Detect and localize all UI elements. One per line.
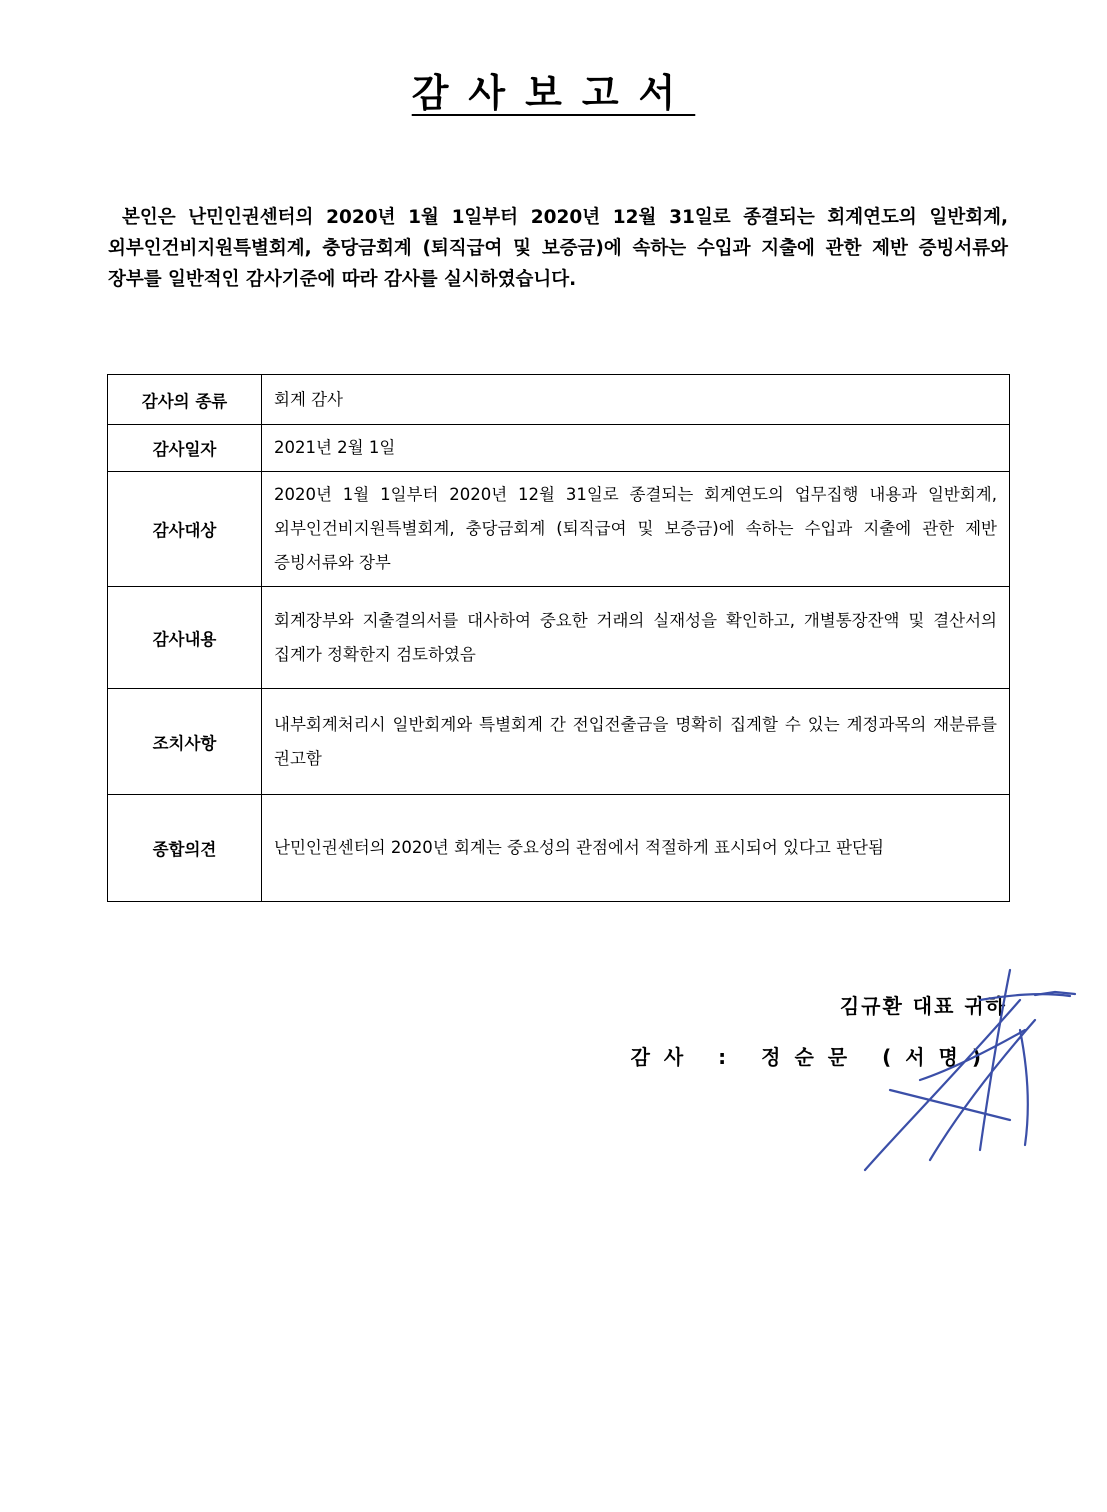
row-value: 회계 감사 <box>262 375 1010 425</box>
row-label: 감사대상 <box>108 472 262 587</box>
handwritten-signature <box>860 960 1080 1180</box>
auditor-line: 감사 : 정순문 (서명) <box>630 1045 995 1069</box>
table-row <box>108 472 1010 587</box>
table-row <box>108 587 1010 689</box>
row-value: 2021년 2월 1일 <box>262 425 1010 472</box>
row-value: 회계장부와 지출결의서를 대사하여 중요한 거래의 실재성을 확인하고, 개별통장잔액 및 결산서의 집계가 정확한지 검토하였음 <box>262 587 1010 689</box>
row-label: 감사의 종류 <box>108 375 262 425</box>
table-row <box>108 375 1010 425</box>
row-label: 감사일자 <box>108 425 262 472</box>
table-row <box>108 795 1010 902</box>
row-value: 2020년 1월 1일부터 2020년 12월 31일로 종결되는 회계연도의 업무집행 내용과 일반회계, 외부인건비지원특별회계, 충당금회계 (퇴직급여 및 보증금)에 속하는 수입과 지출에 관한 제반 증빙서류와 장부 <box>262 472 1010 587</box>
addressee-line: 김규환 대표 귀하 <box>839 994 1007 1018</box>
row-value: 난민인권센터의 2020년 회계는 중요성의 관점에서 적절하게 표시되어 있다고 판단됨 <box>262 795 1010 902</box>
page-title: 감사보고서 <box>411 71 696 115</box>
row-label: 조치사항 <box>108 689 262 795</box>
row-label: 감사내용 <box>108 587 262 689</box>
row-value: 내부회계처리시 일반회계와 특별회계 간 전입전출금을 명확히 집계할 수 있는 계정과목의 재분류를 권고함 <box>262 689 1010 795</box>
table-row <box>108 689 1010 795</box>
table-row <box>108 425 1010 472</box>
audit-table <box>107 374 1010 902</box>
intro-paragraph: 본인은 난민인권센터의 2020년 1월 1일부터 2020년 12월 31일로 종결되는 회계연도의 일반회계, 외부인건비지원특별회계, 충당금회계 (퇴직급여 및 보증금)에 속하는 수입과 지출에 관한 제반 증빙서류와 장부를 일반적인 감사기준에 따라 감사를 실시하였습니다. <box>108 206 1008 290</box>
row-label: 종합의견 <box>108 795 262 902</box>
